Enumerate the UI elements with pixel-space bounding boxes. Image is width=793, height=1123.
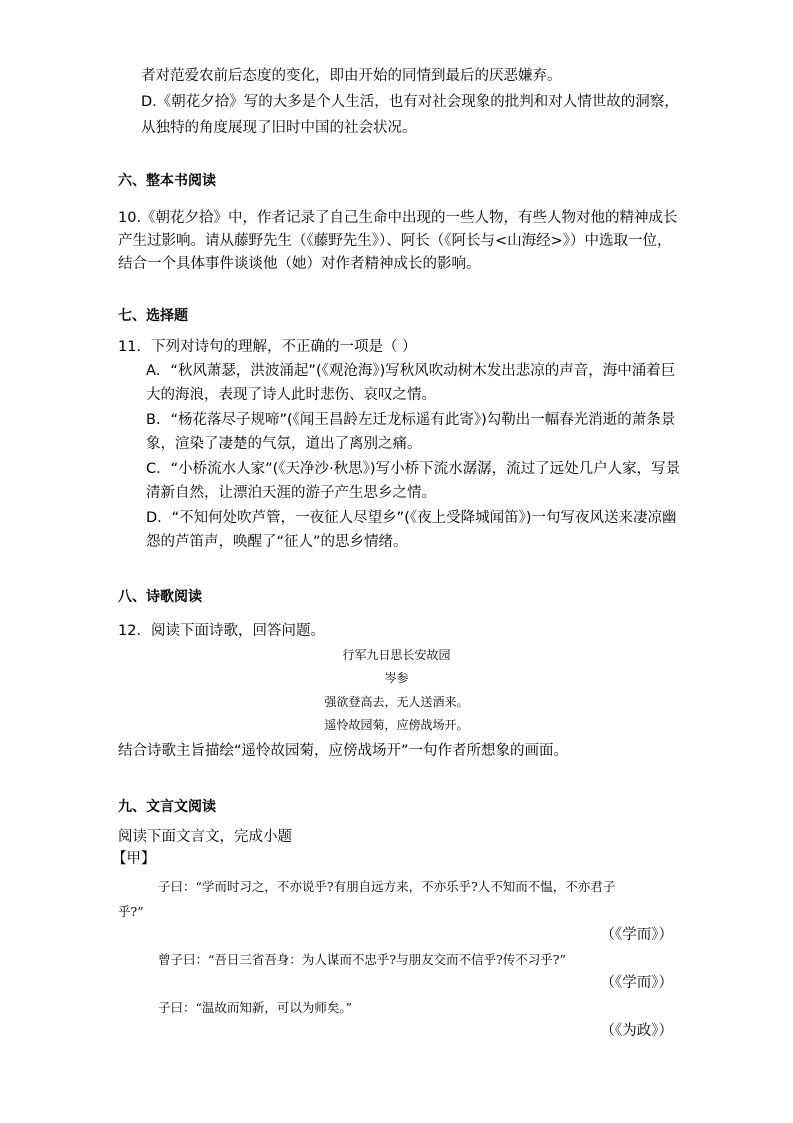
- analects-passage-1-line1: 子曰：“学而时习之，不亦说乎?有朋自远方来，不亦乐乎?人不知而不愠，不亦君子: [158, 879, 616, 894]
- poem-line-1: 强欲登高去，无人送酒来。: [324, 695, 469, 709]
- poem-line-2: 遥怜故园菊，应傍战场开。: [324, 718, 469, 732]
- analects-passage-2-line1: 曾子曰：“吾日三省吾身：为人谋而不忠乎?与朋友交而不信乎?传不习乎?”: [158, 952, 566, 967]
- q11-stem: 11．下列对诗句的理解，不正确的一项是（ ）: [118, 339, 417, 355]
- q9-option-d-line2: 从独特的角度展现了旧时中国的社会状况。: [141, 120, 417, 136]
- q11-option-d-line1: D．“不知何处吹芦管，一夜征人尽望乡”(《夜上受降城闻笛》)一句写夜风送来凄凉幽: [146, 510, 677, 526]
- analects-passage-1-line2: 乎?”: [118, 904, 144, 919]
- q11-option-c-line1: C．“小桥流水人家”(《天净沙·秋思》)写小桥下流水潺潺，流过了远处几户人家，写景: [146, 461, 681, 477]
- passage-1-source: （《学而》）: [600, 927, 673, 943]
- q10-line2: 产生过影响。请从藤野先生（《藤野先生》）、阿长（《阿长与<山海经>》）中选取一位，: [118, 233, 672, 249]
- section-heading-6: 六、整本书阅读: [118, 173, 216, 189]
- q11-option-c-line2: 清新自然，让漂泊天涯的游子产生思乡之情。: [146, 485, 436, 501]
- classical-intro: 阅读下面文言文，完成小题: [118, 829, 292, 845]
- q11-option-a-line2: 大的海浪，表现了诗人此时悲伤、哀叹之情。: [146, 387, 436, 403]
- q11-option-d-line2: 怨的芦笛声，唤醒了“征人”的思乡情绪。: [146, 534, 408, 550]
- passage-2-source: （《学而》）: [600, 975, 673, 991]
- q9-option-d-line1: D.《朝花夕拾》写的大多是个人生活，也有对社会现象的批判和对人情世故的洞察，: [141, 94, 679, 110]
- part-label-jia: 【甲】: [112, 851, 156, 867]
- poem-title: 行军九日思长安故园: [342, 648, 451, 662]
- q10-line3: 结合一个具体事件谈谈他（她）对作者精神成长的影响。: [118, 256, 481, 272]
- section-heading-9: 九、文言文阅读: [118, 799, 216, 815]
- section-heading-8: 八、诗歌阅读: [118, 589, 202, 605]
- q11-option-b-line1: B．“杨花落尽子规啼”(《闻王昌龄左迁龙标遥有此寄》)勾勒出一幅春光消逝的萧条景: [146, 412, 676, 428]
- poem-author: 岑参: [384, 671, 409, 685]
- section-heading-7: 七、选择题: [118, 308, 188, 324]
- q10-line1: 10.《朝花夕拾》中，作者记录了自己生命中出现的一些人物，有些人物对他的精神成长: [118, 210, 678, 226]
- q11-option-b-line2: 象，渲染了凄楚的气氛，道出了离别之痛。: [146, 436, 422, 452]
- q9-option-c-continuation: 者对范爱农前后态度的变化，即由开始的同情到最后的厌恶嫌弃。: [141, 68, 562, 84]
- q12-stem: 12．阅读下面诗歌，回答问题。: [118, 623, 325, 639]
- analects-passage-3-line1: 子曰：“温故而知新，可以为师矣。”: [158, 1000, 353, 1015]
- passage-3-source: （《为政》）: [600, 1023, 673, 1039]
- q11-option-a-line1: A．“秋风萧瑟，洪波涌起”(《观沧海》)写秋风吹动树木发出悲凉的声音，海中涌着巨: [146, 363, 676, 379]
- q12-question: 结合诗歌主旨描绘“遥怜故园菊，应傍战场开”一句作者所想象的画面。: [118, 743, 569, 759]
